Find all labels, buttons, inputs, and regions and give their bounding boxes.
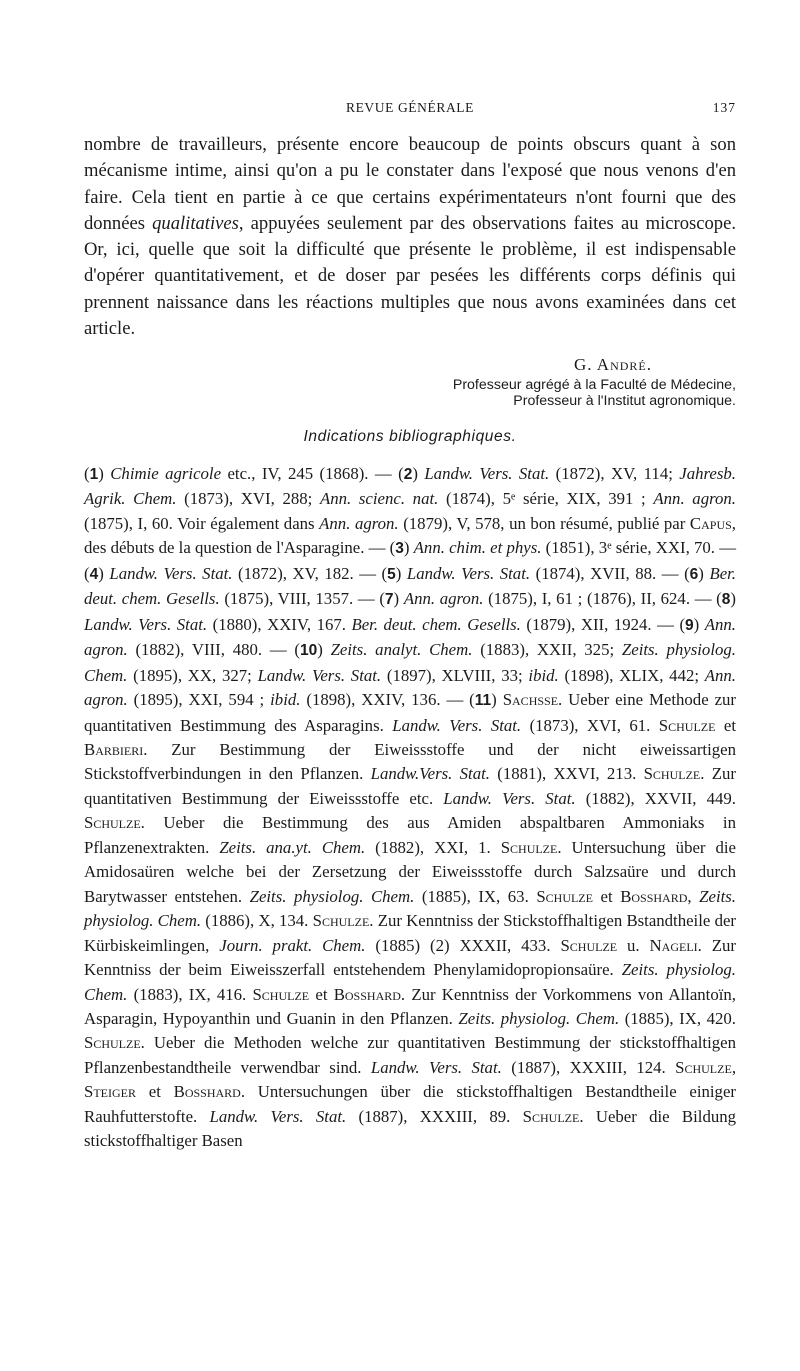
reference-number: 11	[474, 692, 492, 710]
text-run: (1874), XVII, 88. — (	[530, 563, 690, 583]
author-name: Schulze	[84, 1033, 141, 1053]
author-signature: G. André.	[573, 355, 652, 374]
text-run: (1875), I, 61 ; (1876), II, 624. — (	[483, 589, 722, 609]
text-run: (1885), IX, 63.	[414, 886, 537, 906]
bibliography-list	[84, 462, 736, 1154]
affiliation-line: Professeur à l'Institut agronomique.	[513, 393, 736, 409]
reference-number: 9	[685, 616, 694, 634]
reference-number: 3	[395, 540, 404, 558]
journal-title: Landw. Vers. Stat.	[370, 1057, 502, 1077]
journal-title: Landw. Vers. Stat.	[209, 1106, 347, 1126]
text-run: . Untersuchung über die Amidosaüren welche bei der Zersetzung der Eiweissstoffe durch Salzsaüre und durch Barytwasser entstehen.	[84, 837, 736, 906]
reference-number: 1	[89, 466, 99, 483]
author-name: Schulze	[84, 813, 141, 833]
text-run: ,	[731, 1057, 737, 1077]
text-run: (1895), XX, 327;	[127, 665, 258, 685]
journal-title: Ann. chim. et phys.	[413, 538, 542, 558]
journal-title: Jahresb. Agrik. Chem.	[84, 464, 736, 509]
text-run: (1883), XXII, 325;	[472, 640, 622, 660]
text-run: )	[98, 563, 110, 583]
affiliation-line: Professeur agrégé à la Faculté de Médecine,	[452, 377, 736, 393]
text-run: )	[412, 464, 425, 483]
author-name: Schulze	[658, 715, 716, 735]
text-run: (1882), XXVII, 449.	[575, 788, 736, 808]
journal-title: Ann. agron.	[653, 489, 736, 509]
journal-title: Zeits. analyt. Chem.	[330, 640, 473, 660]
author-name: Sachsse	[502, 690, 559, 710]
text-run: (1887), XXXIII, 89.	[346, 1106, 523, 1126]
author-name: Bosshard	[620, 886, 688, 906]
journal-title: Landw.Vers. Stat.	[370, 764, 490, 784]
text-run: (1851), 3ᵉ série, XXI, 70. — (	[84, 538, 737, 583]
text-run: . Ueber die Methoden welche zur quantitativen Bestimmung der stickstoffhaltigen Pflanzenbestandtheile verwendbar sind.	[84, 1033, 736, 1077]
text-run: (1872), XV, 182. — (	[232, 563, 388, 583]
text-run: nombre de travailleurs, présente encore beaucoup de points obscurs quant à son mécanisme intime, ainsi qu'on a pu le constater dans l'exposé que nous venons d'en faire. Cela tient en partie à ce que certains expérimentateurs n'ont fourni que des données	[84, 134, 736, 234]
text-run: (1879), XII, 1924. — (	[520, 614, 686, 634]
journal-title: Zeits. physiolog. Chem.	[84, 886, 736, 931]
text-run: (1875), I, 60. Voir également dans	[84, 513, 320, 533]
author-name: Schulze	[675, 1057, 732, 1077]
text-run: et	[309, 984, 334, 1004]
text-run: . Zur Kenntniss der beim Eiweisszerfall entstehendem Phenylamidopropionsaüre.	[84, 935, 736, 980]
text-run: . Ueber die Bestimmung des aus Amiden abspaltbaren Ammoniaks in Pflanzenextrakten.	[84, 813, 736, 857]
author-name: Schulze	[643, 764, 701, 784]
author-name: Schulze	[560, 935, 618, 955]
text-run: (1882), VIII, 480. — (	[127, 640, 300, 660]
journal-title: Landw. Vers. Stat.	[424, 464, 550, 483]
text-run: . Zur quantitativen Bestimmung der Eiweissstoffe etc.	[84, 764, 736, 808]
journal-title: Zeits. physiolog. Chem.	[84, 640, 736, 685]
text-run: )	[317, 640, 331, 660]
journal-title: Ann. agron.	[403, 589, 484, 609]
author-name: Bosshard	[173, 1082, 241, 1102]
text-run: . Zur Bestimmung der Eiweissstoffe und der nicht eiweissartigen Stickstoffverbindungen in den Pflanzen.	[84, 739, 736, 784]
text-run: (1898), XLIX, 442;	[558, 665, 705, 685]
text-run: . Ueber die Bildung stickstoffhaltiger Basen	[84, 1106, 737, 1151]
text-run: , des débuts de la question de l'Asparagine. — (	[84, 513, 736, 558]
journal-title: Zeits. physiolog. Chem.	[84, 960, 736, 1004]
author-name: Schulze	[536, 886, 593, 906]
journal-title: Landw. Vers. Stat.	[84, 614, 208, 634]
text-run: (1887), XXXIII, 124.	[501, 1057, 676, 1077]
page-header	[84, 100, 736, 122]
reference-number: 7	[384, 591, 394, 609]
bibliography-heading: Indications bibliographiques.	[303, 428, 517, 445]
text-run: (1886), X, 134.	[201, 911, 313, 931]
text-run: (1897), XLVIII, 33;	[381, 665, 529, 685]
text-run: )	[395, 563, 407, 583]
text-run: )	[403, 538, 414, 558]
journal-title: Ann. scienc. nat.	[319, 489, 439, 509]
author-name: Barbieri	[84, 739, 144, 759]
text-run: (1874), 5ᵉ série, XIX, 391 ;	[438, 489, 654, 509]
reference-number: 10	[299, 642, 318, 660]
text-run: (1885), IX, 420.	[619, 1008, 736, 1028]
author-name: Steiger	[84, 1082, 136, 1102]
text-run: . Zur Kenntniss der Stickstoffhaltigen Bstandtheile der Kürbiskeimlingen,	[84, 911, 736, 955]
author-name: Schulze	[252, 984, 310, 1004]
text-run: (1879), V, 578, un bon résumé, publié par	[398, 513, 690, 533]
author-name: Capus	[689, 513, 732, 533]
reference-number: 2	[403, 466, 413, 483]
journal-title: ibid.	[528, 665, 559, 685]
running-title: REVUE GÉNÉRALE	[345, 100, 474, 115]
emphasis-text: qualitatives	[152, 212, 239, 234]
journal-title: Landw. Vers. Stat.	[109, 563, 233, 583]
text-run: (1875), VIII, 1357. — (	[219, 589, 385, 609]
journal-title: Chimie agricole	[110, 464, 222, 483]
text-run: (1882), XXI, 1.	[365, 837, 501, 857]
author-name: Schulze	[312, 911, 370, 931]
bibliography-paragraph	[84, 462, 736, 1154]
text-run: , appuyées seulement par des observations faites au microscope. Or, ici, quelle que soit la difficulté que présente le problème, il est indispensable d'opérer quantitativement, et de doser par pesées les différents corps définis qui prennent naissance dans les réactions multiples que nous avons examinées dans cet article.	[84, 212, 736, 340]
text-run: (1872), XV, 114;	[549, 464, 680, 483]
text-run: ,	[687, 886, 700, 906]
text-run: (1881), XXVI, 213.	[489, 764, 644, 784]
text-run: (1883), IX, 416.	[127, 984, 253, 1004]
text-run: et	[136, 1082, 174, 1102]
journal-title: Zeits. ana.yt. Chem.	[219, 837, 366, 857]
text-run: . Ueber eine Methode zur quantitativen Bestimmung des Asparagins.	[84, 690, 736, 735]
text-run: )	[393, 589, 404, 609]
journal-title: Zeits. physiolog. Chem.	[249, 886, 415, 906]
text-run: )	[491, 690, 503, 710]
text-run: (1880), XXIV, 167.	[207, 614, 352, 634]
text-run: )	[730, 589, 736, 609]
journal-title: Landw. Vers. Stat.	[392, 715, 522, 735]
text-run: (1873), XVI, 61.	[521, 715, 659, 735]
body-paragraph	[84, 132, 736, 342]
text-run: )	[98, 464, 111, 483]
reference-number: 6	[689, 565, 699, 583]
author-affiliation	[84, 377, 736, 409]
author-name: Bosshard	[333, 984, 401, 1004]
text-run: )	[698, 563, 710, 583]
journal-title: Landw. Vers. Stat.	[443, 788, 576, 808]
reference-number: 5	[387, 565, 396, 583]
journal-title: Ann. agron.	[84, 665, 736, 710]
text-run: etc., IV, 245 (1868). — (	[221, 464, 404, 483]
text-run: et	[715, 715, 736, 735]
journal-title: Landw. Vers. Stat.	[406, 563, 531, 583]
text-run: et	[592, 886, 621, 906]
text-run: . Untersuchungen über die stickstoffhaltigen Bestandtheile einiger Rauhfutterstofte.	[84, 1082, 736, 1126]
journal-title: Ber. deut. chem. Gesells.	[84, 563, 737, 609]
text-run: (1885) (2) XXXII, 433.	[365, 935, 561, 955]
journal-title: Zeits. physiolog. Chem.	[458, 1008, 620, 1028]
journal-title: Ber. deut. chem. Gesells.	[351, 614, 521, 634]
text-run: . Zur Kenntniss der Vorkommens von Allantoïn, Asparagin, Hypoyanthin und Guanin in den Pflanzen.	[84, 984, 736, 1028]
text-run: u.	[617, 935, 650, 955]
journal-title: Ann. agron.	[319, 513, 399, 533]
text-run: (1898), XXIV, 136. — (	[300, 690, 475, 710]
author-name: Nageli	[649, 935, 698, 955]
author-name: Schulze	[522, 1106, 580, 1126]
journal-title: Journ. prakt. Chem.	[219, 935, 366, 955]
author-name: Schulze	[500, 837, 558, 857]
reference-number: 8	[721, 591, 731, 609]
text-run: )	[693, 614, 705, 634]
text-run: (1873), XVI, 288;	[176, 489, 320, 509]
journal-title: Landw. Vers. Stat.	[257, 665, 382, 685]
journal-title: Ann. agron.	[84, 614, 736, 660]
text-run: (1895), XXI, 594 ;	[127, 690, 271, 710]
page-number: 137	[712, 100, 736, 115]
reference-number: 4	[89, 565, 99, 583]
paragraph-text	[84, 132, 736, 342]
journal-title: ibid.	[270, 690, 301, 710]
text-run: (	[84, 464, 90, 483]
